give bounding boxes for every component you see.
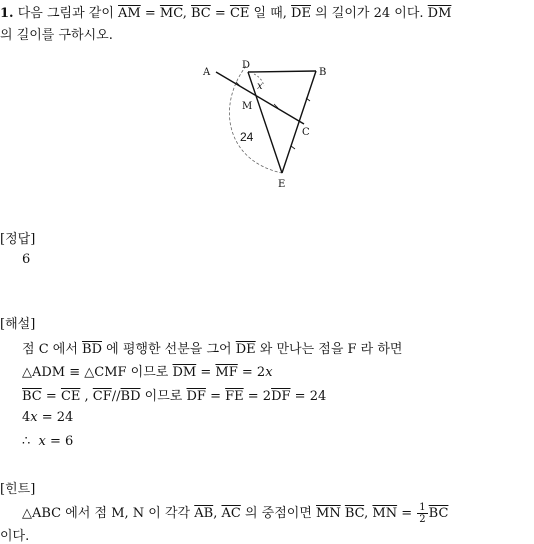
segment-am: $\overline{AM}$ — [118, 6, 141, 21]
label-c: C — [302, 127, 310, 138]
segment-bd: $\overline{BD}$ — [82, 342, 103, 357]
label-m: M — [242, 101, 253, 112]
label-24: 24 — [240, 130, 254, 144]
segment-bc: $\overline{BC}$ — [191, 6, 211, 21]
solution-line-1: 점 C 에서 $\overline{BD}$ 에 평행한 선분을 그어 $\overline{DE}$ 와 만나는 점을 F 라 하면 — [22, 342, 403, 357]
segment-fe: $\overline{FE}$ — [225, 389, 244, 404]
segment-mf: $\overline{MF}$ — [215, 365, 238, 380]
solution-line-3: $\overline{BC} = \overline{CE}$ , $\overline{CF}//\overline{BD}$ 이므로 $\overline{DF} = \overline{FE} = 2\overline{DF} = 24$ — [22, 389, 327, 404]
segment-ce: $\overline{CE}$ — [229, 6, 250, 21]
tick-ce — [291, 146, 295, 149]
answer-label: [정답] — [0, 232, 36, 247]
segment-dm: $\overline{DM}$ — [427, 6, 452, 21]
segment-b-e — [282, 71, 316, 173]
segment-bc: $\overline{BC}$ — [22, 389, 42, 404]
solution-label: [해설] — [0, 317, 36, 332]
solution-line-2: △ADM ≡ △CMF 이므로 $\overline{DM} = \overline{MF} = 2x$ — [22, 365, 273, 380]
hint-line-1: △ABC 에서 점 M, N 이 각각 $\overline{AB}$, $\overline{AC}$ 의 중점이면 $\overline{MN}$ $\overline{BC}$, $\overline{MN}$ = $\frac{1}{2}$ $\overline{BC}$ — [22, 502, 449, 525]
segment-de: $\overline{DE}$ — [235, 342, 256, 357]
segment-mn-2: $\overline{MN}$ — [372, 506, 398, 521]
segment-ab: $\overline{AB}$ — [194, 506, 214, 521]
segment-de: $\overline{DE}$ — [291, 6, 311, 21]
segment-a-c — [216, 72, 304, 124]
solution-line-4: 4x = 24 — [22, 410, 74, 425]
problem-text: 다음 그림과 같이 — [17, 6, 114, 21]
segment-bc-hint-2: $\overline{BC}$ — [428, 506, 449, 521]
problem-line-2: 의 길이를 구하시오. — [0, 28, 113, 43]
geometry-figure — [196, 56, 336, 196]
solution-line-5: ∴ x = 6 — [22, 434, 74, 449]
segment-bc-hint: $\overline{BC}$ — [344, 506, 365, 521]
segment-mn: $\overline{MN}$ — [316, 506, 341, 521]
segment-df-2: $\overline{DF}$ — [271, 389, 291, 404]
label-e: E — [278, 179, 286, 190]
answer-value: 6 — [22, 252, 31, 267]
hint-line-2: 이다. — [0, 529, 30, 544]
label-d: D — [242, 60, 251, 71]
segment-ac: $\overline{AC}$ — [221, 506, 241, 521]
problem-number: 1. — [0, 6, 14, 21]
problem-line-1: 1. 다음 그림과 같이 $\overline{AM} = \overline{MC}$, $\overline{BC} = \overline{CE}$ 일 때, $\overline{DE}$ 의 길이가 24 이다. $\overline{DM}$ — [0, 6, 452, 21]
label-x: x — [257, 81, 263, 92]
dashed-arc — [229, 66, 282, 173]
segment-d-b — [248, 71, 316, 72]
fraction-one-half: $\frac{1}{2}$ — [419, 502, 426, 525]
segment-d-e — [248, 72, 282, 173]
label-b: B — [319, 67, 327, 78]
segment-ce: $\overline{CE}$ — [60, 389, 81, 404]
label-a: A — [203, 67, 211, 78]
segment-df: $\overline{DF}$ — [186, 389, 206, 404]
segment-mc: $\overline{MC}$ — [159, 6, 183, 21]
segment-cf: $\overline{CF}$ — [92, 389, 112, 404]
segment-bd-2: $\overline{BD}$ — [120, 389, 141, 404]
segment-dm: $\overline{DM}$ — [172, 365, 197, 380]
hint-label: [힌트] — [0, 482, 36, 497]
